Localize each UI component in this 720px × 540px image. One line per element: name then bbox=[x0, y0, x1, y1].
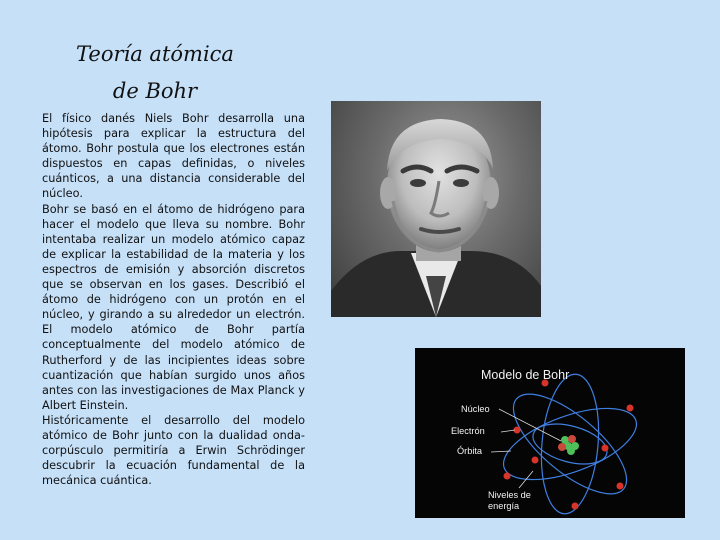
page-title-line-2: de Bohr bbox=[112, 79, 198, 103]
paragraph-2: Bohr se basó en el átomo de hidrógeno para hacer el modelo que lleva su nombre. Bohr intentaba realizar un modelo atómico capaz de explicar la estabilidad de la materia y los espectros de emisión y absorción discretos que se observan en los gases. Describió el átomo de hidrógeno con un protón en el núcleo, y girando a su alrededor un electrón. El modelo atómico de Bohr partía conceptualmente del modelo atómico de Rutherford y de las incipientes ideas sobre cuantización que habían surgido unos años antes con las investigaciones de Max Planck y Albert Einstein. bbox=[42, 202, 305, 412]
body-text bbox=[42, 111, 305, 488]
label-orbit: Órbita bbox=[457, 446, 483, 456]
label-levels-line-2: energía bbox=[488, 501, 520, 511]
label-levels-line-1: Niveles de bbox=[488, 490, 531, 500]
diagram-title: Modelo de Bohr bbox=[481, 368, 570, 382]
portrait-drawing bbox=[331, 101, 541, 317]
electron-5 bbox=[572, 503, 579, 510]
page-title-line-1: Teoría atómica bbox=[76, 42, 234, 66]
paragraph-3: Históricamente el desarrollo del modelo atómico de Bohr junto con la dualidad onda-corpúsculo permitiría a Erwin Schrödinger descubrir la ecuación fundamental de la mecánica cuántica. bbox=[42, 413, 305, 488]
niels-bohr-portrait bbox=[331, 101, 541, 317]
electron-7 bbox=[532, 457, 539, 464]
nucleus bbox=[558, 435, 579, 455]
electron-3 bbox=[617, 483, 624, 490]
paragraph-1: El físico danés Niels Bohr desarrolla una hipótesis para explicar la estructura del átomo. Bohr postula que los electrones están dispuestos en capas definidas, o niveles cuánticos, a una distancia considerable del núcleo. bbox=[42, 112, 305, 201]
electron-6 bbox=[602, 445, 609, 452]
electron-2 bbox=[627, 405, 634, 412]
label-electron: Electrón bbox=[451, 426, 485, 436]
label-nucleus: Núcleo bbox=[461, 404, 490, 414]
leader-lines bbox=[491, 409, 561, 488]
bohr-model-diagram bbox=[415, 348, 685, 518]
electron-8 bbox=[504, 473, 511, 480]
